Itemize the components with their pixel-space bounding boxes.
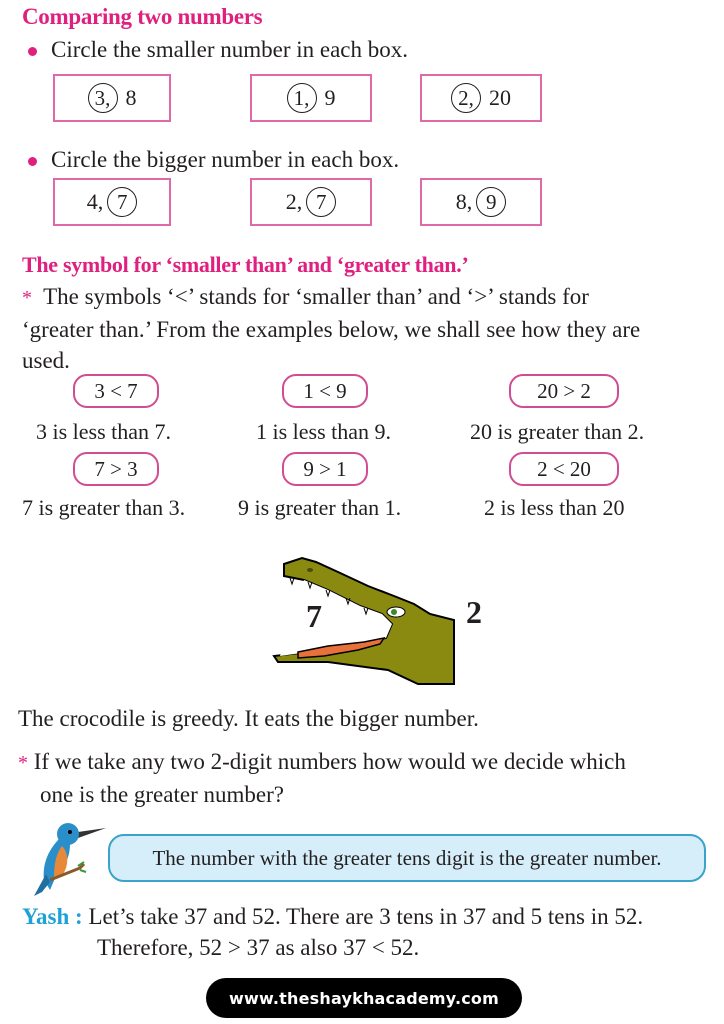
example-caption: 3 is less than 7. [36,419,172,444]
section-title-comparing: Comparing two numbers [22,4,263,29]
bullet-icon [28,47,37,56]
other-number: 20 [489,85,511,110]
example-caption: 20 is greater than 2. [470,419,645,444]
other-number: 8, [455,189,473,214]
smaller-box-2 [250,74,372,122]
example-expr: 20 > 2 [509,374,619,408]
example-caption: 7 is greater than 3. [22,495,186,520]
website-url[interactable]: www.theshaykhacademy.com [228,988,499,1008]
note-text: The number with the greater tens digit is the greater number. [152,845,662,870]
bigger-box-2 [250,178,372,226]
crocodile-right-number: 2 [466,594,482,630]
example-expr: 3 < 7 [73,374,159,408]
example-expr: 2 < 20 [509,452,619,486]
kingfisher-illustration [20,818,108,898]
circled-number: 3, [88,83,118,113]
other-number: 4, [86,189,104,214]
yash-block [22,901,643,963]
crocodile-caption: The crocodile is greedy. It eats the bigger number. [18,706,479,731]
other-number: 2, [285,189,303,214]
example-expr: 1 < 9 [282,374,368,408]
yash-line-1: Let’s take 37 and 52. There are 3 tens in 37 and 5 tens in 52. [88,904,644,929]
website-url-badge[interactable] [206,978,522,1018]
other-number: 8 [125,85,137,110]
yash-line-2: Therefore, 52 > 37 as also 37 < 52. [97,935,420,960]
circled-number: 7 [107,187,137,217]
para-line-2: ‘greater than.’ From the examples below, we shall see how they are [22,317,641,342]
example-caption: 1 is less than 9. [256,419,392,444]
star-icon: * [18,752,28,774]
speaker-label: Yash : [22,904,83,929]
section-title-symbols: The symbol for ‘smaller than’ and ‘greater than.’ [22,252,469,277]
circled-number: 1, [287,83,317,113]
smaller-box-3 [420,74,542,122]
question-block [18,746,626,810]
crocodile-icon [268,552,468,687]
instruction-smaller [28,34,408,65]
para-line-3: used. [22,348,70,373]
instruction-smaller-text: Circle the smaller number in each box. [51,37,409,62]
note-bubble [108,834,706,882]
example-expr: 9 > 1 [282,452,368,486]
bigger-box-1 [53,178,171,226]
example-caption: 9 is greater than 1. [238,495,402,520]
crocodile-left-number: 7 [306,598,322,634]
question-line-2: one is the greater number? [40,782,284,807]
kingfisher-bird-icon [20,818,108,898]
circled-number: 7 [306,187,336,217]
para-line-1: The symbols ‘<’ stands for ‘smaller than’ and ‘>’ stands for [43,284,589,309]
other-number: 9 [324,85,336,110]
smaller-box-1 [53,74,171,122]
example-caption: 2 is less than 20 [484,495,625,520]
circled-number: 2, [451,83,481,113]
star-icon: * [22,287,32,309]
bullet-icon [28,157,37,166]
example-expr: 7 > 3 [73,452,159,486]
question-line-1: If we take any two 2-digit numbers how would we decide which [33,749,626,774]
crocodile-illustration [268,552,468,687]
instruction-bigger-text: Circle the bigger number in each box. [51,147,400,172]
circled-number: 9 [476,187,506,217]
bigger-box-3 [420,178,542,226]
symbols-paragraph [22,281,712,376]
instruction-bigger [28,144,399,175]
